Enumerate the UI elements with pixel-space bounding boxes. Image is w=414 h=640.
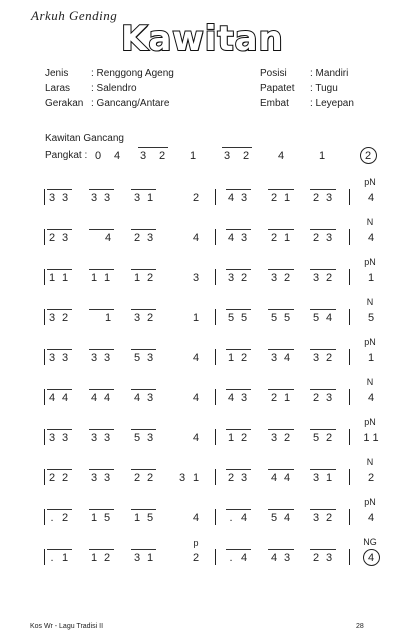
note: 4 [270,552,278,564]
beam-line [47,269,72,270]
beam-line [268,429,294,430]
note: 5 [312,312,320,324]
note: 5 [283,312,291,324]
note: 5 [146,512,154,524]
note: 3 [103,352,111,364]
note: 2 [192,192,200,204]
beam-line [89,309,114,310]
meta-jenis: Jenis : Renggong Ageng [45,68,174,79]
note: 5 [133,352,141,364]
beam-line [310,269,336,270]
note: 4 [104,232,112,244]
pangkat-underline [222,147,252,148]
pangkat-note: 4 [277,150,285,162]
note: 2 [325,352,333,364]
beam-line [47,349,72,350]
note: 1 [61,552,69,564]
note: 3 [270,352,278,364]
note: 4 [192,432,200,444]
note: 2 [133,232,141,244]
beam-line [131,429,156,430]
note: . [50,552,54,564]
beam-line [226,349,251,350]
note: . [229,552,233,564]
note: 5 [103,512,111,524]
barline [215,189,216,205]
kenong-mark: pN [364,497,376,507]
note: 3 [90,192,98,204]
barline [349,229,350,245]
barline [44,429,45,445]
note: 1 [227,432,235,444]
note: 2 [61,472,69,484]
beam-line [89,229,114,230]
note: 5 [312,432,320,444]
pangkat-note: 1 [318,150,326,162]
pangkat-note: 4 [113,150,121,162]
beam-line [131,509,156,510]
note: 2 [103,552,111,564]
pangkat-note: 2 [158,150,166,162]
note: 4 [227,232,235,244]
meta-posisi: Posisi : Mandiri [260,68,349,79]
beam-line [268,229,294,230]
beam-line [310,229,336,230]
barline [349,269,350,285]
header-subtitle: Arkuh Gending [31,8,118,23]
note: 4 [283,512,291,524]
beam-line [310,389,336,390]
beam-line [268,509,294,510]
note: 4 [48,392,56,404]
beam-line [268,349,294,350]
note: 3 [48,352,56,364]
barline [44,309,45,325]
barline [349,189,350,205]
note: 2 [146,272,154,284]
beam-line [47,469,72,470]
note: 2 [227,472,235,484]
note: 2 [270,392,278,404]
meta-papatet: Papatet : Tugu [260,83,338,94]
note: 3 [325,232,333,244]
kenong-mark: pN [364,257,376,267]
beam-line [310,189,336,190]
barline [44,349,45,365]
barline [44,229,45,245]
kenong-mark: N [366,377,374,387]
beam-line [226,429,251,430]
footer-left: Kos Wr - Lagu Tradisi II [30,623,104,630]
note: 3 [133,192,141,204]
pangkat-note: 3 [223,150,231,162]
beam-line [131,229,156,230]
note: 3 [325,192,333,204]
note: 4 [325,312,333,324]
note: 2 [312,192,320,204]
beam-line [89,189,114,190]
note: 1 [90,272,98,284]
meta-embat: Embat : Leyepan [260,98,354,109]
beam-line [89,509,114,510]
beam-line [89,429,114,430]
note: 3 [90,432,98,444]
note: 2 [312,392,320,404]
beam-line [47,309,72,310]
beam-line [268,469,294,470]
beam-line [310,549,336,550]
note: 3 [312,272,320,284]
gong-circle [363,549,380,566]
barline [349,309,350,325]
note: 4 [240,512,248,524]
beam-line [131,389,156,390]
note: 2 [146,312,154,324]
note: 3 [270,272,278,284]
kenong-mark: N [366,297,374,307]
note: 2 [61,312,69,324]
note: 1 [146,192,154,204]
note: 3 [61,352,69,364]
pangkat-note: 3 [139,150,147,162]
note: 3 [325,552,333,564]
pangkat-note: 0 [94,150,102,162]
pangkat-underline [138,147,168,148]
barline [44,269,45,285]
beam-line [226,469,251,470]
note: 2 [325,432,333,444]
barline [349,549,350,565]
beam-line [268,269,294,270]
kenong-mark: N [366,217,374,227]
beam-line [268,389,294,390]
note: 5 [240,312,248,324]
note: 5 [367,312,375,324]
pangkat-note: 2 [242,150,250,162]
note: 2 [146,472,154,484]
note: 3 [240,392,248,404]
note: 3 [146,352,154,364]
note: 4 [133,392,141,404]
beam-line [310,309,336,310]
barline [44,469,45,485]
note: . [229,512,233,524]
barline [215,309,216,325]
beam-line [47,549,72,550]
note: 2 [48,232,56,244]
note: 4 [90,392,98,404]
beam-line [47,509,72,510]
note: 2 [270,232,278,244]
beam-line [310,429,336,430]
beam-line [268,549,294,550]
note: 3 [90,472,98,484]
note: 3 [103,432,111,444]
note: 1 [367,272,375,284]
note: 3 [133,312,141,324]
note: 2 [240,272,248,284]
beam-line [131,309,156,310]
note: 1 [133,512,141,524]
barline [215,469,216,485]
note: 3 [61,432,69,444]
note: 1 [192,472,200,484]
meta-gerakan: Gerakan : Gancang/Antare [45,98,170,109]
barline [44,189,45,205]
beam-line [310,509,336,510]
note: 3 [146,432,154,444]
beam-line [47,229,72,230]
note: 1 [90,512,98,524]
note: 4 [283,352,291,364]
beam-line [226,389,251,390]
note: 1 [192,312,200,324]
beam-line [89,389,114,390]
barline [215,229,216,245]
note: 5 [227,312,235,324]
beam-line [131,189,156,190]
note: 2 [312,232,320,244]
note: 4 [227,192,235,204]
barline [349,469,350,485]
beam-line [47,189,72,190]
note: 5 [133,432,141,444]
note: 2 [367,472,375,484]
note: 2 [133,472,141,484]
note: 4 [367,392,375,404]
note: 4 [192,352,200,364]
beam-line [226,509,251,510]
note: 1 [283,192,291,204]
beam-line [226,269,251,270]
note: 4 [61,392,69,404]
note: 3 [146,232,154,244]
barline [215,389,216,405]
note: 3 [227,272,235,284]
kenong-mark: N [366,457,374,467]
beam-line [89,549,114,550]
note: 3 [312,352,320,364]
note: 3 [133,552,141,564]
beam-line [226,309,251,310]
note: 4 [270,472,278,484]
note: 3 [90,352,98,364]
note: 2 [192,552,200,564]
kenong-mark: pN [364,417,376,427]
barline [215,549,216,565]
note: 2 [240,352,248,364]
note: 4 [367,512,375,524]
beam-line [310,469,336,470]
note: 1 [133,272,141,284]
barline [349,389,350,405]
note: 4 [367,552,375,564]
note: 2 [240,432,248,444]
note: 4 [192,232,200,244]
beam-line [310,349,336,350]
note: 3 [312,512,320,524]
note: 1 [48,272,56,284]
note: 4 [103,392,111,404]
beam-line [89,349,114,350]
note: 1 [325,472,333,484]
note: 4 [283,472,291,484]
kenong-mark: pN [364,337,376,347]
note: 3 [48,432,56,444]
beam-line [131,469,156,470]
pangkat-label: Pangkat : [45,150,88,161]
barline [44,549,45,565]
beam-line [47,389,72,390]
header-title: Kawitan [121,19,284,59]
note: 2 [48,472,56,484]
note: 3 [103,472,111,484]
note: 3 [61,192,69,204]
note: 1 [104,312,112,324]
barline [44,509,45,525]
beam-line [226,549,251,550]
note: 3 [48,192,56,204]
note: 2 [270,192,278,204]
note: 4 [192,392,200,404]
note: . [50,512,54,524]
beam-line [89,269,114,270]
note: 1 [283,232,291,244]
note: 3 [48,312,56,324]
note: 1 [367,352,375,364]
note: 3 [312,472,320,484]
barline [215,349,216,365]
beam-line [226,229,251,230]
barline [44,389,45,405]
note: 4 [227,392,235,404]
note: 3 [240,192,248,204]
beam-line [131,349,156,350]
page-number: 28 [356,623,364,630]
note: 1 [90,552,98,564]
note: 3 [240,472,248,484]
barline [349,509,350,525]
note: 5 [270,312,278,324]
note: 1 [283,392,291,404]
beam-line [226,189,251,190]
note: 5 [270,512,278,524]
note: 3 [146,392,154,404]
pitch-mark: p [193,538,199,548]
pangkat-note: 1 [189,150,197,162]
barline [349,349,350,365]
note: 4 [367,232,375,244]
barline [349,429,350,445]
beam-line [131,269,156,270]
note: 3 [192,272,200,284]
beam-line [268,309,294,310]
note: 3 [240,232,248,244]
note: 2 [312,552,320,564]
beam-line [131,549,156,550]
note: 2 [325,512,333,524]
pangkat-gong: 2 [364,150,372,162]
note: 1 [61,272,69,284]
note: 1 1 [363,432,379,444]
note: 3 [103,192,111,204]
note: 1 [103,272,111,284]
kenong-mark: NG [363,537,377,547]
barline [215,269,216,285]
note: 2 [283,432,291,444]
note: 3 [178,472,186,484]
note: 4 [367,192,375,204]
note: 2 [283,272,291,284]
note: 3 [325,392,333,404]
beam-line [268,189,294,190]
section-title: Kawitan Gancang [45,133,124,144]
note: 2 [325,272,333,284]
note: 3 [283,552,291,564]
note: 3 [61,232,69,244]
note: 1 [227,352,235,364]
note: 4 [192,512,200,524]
note: 3 [270,432,278,444]
barline [215,509,216,525]
beam-line [89,469,114,470]
kenong-mark: pN [364,177,376,187]
note: 4 [240,552,248,564]
beam-line [47,429,72,430]
note: 1 [146,552,154,564]
meta-laras: Laras : Salendro [45,83,137,94]
note: 2 [61,512,69,524]
barline [215,429,216,445]
